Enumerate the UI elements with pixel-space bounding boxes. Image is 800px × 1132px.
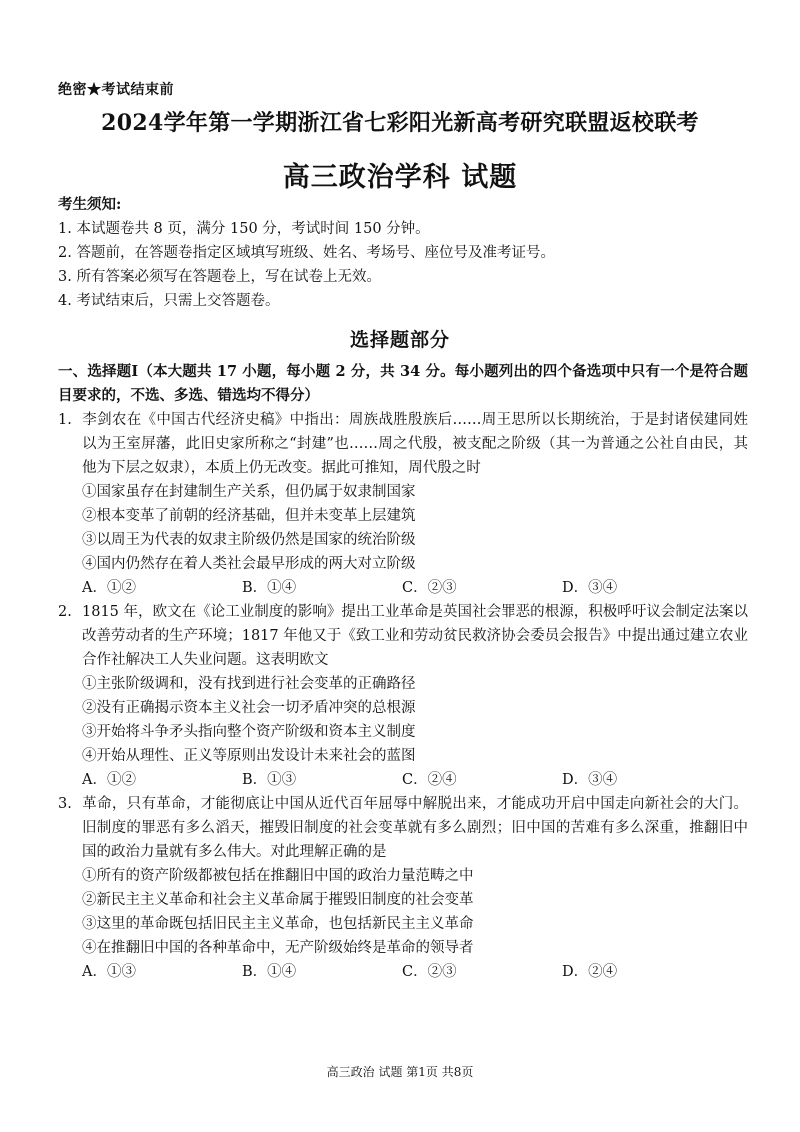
confidential-label: 绝密★考试结束前 [58,82,174,98]
answer-option: A．①② [82,772,136,788]
answer-options [58,576,748,600]
section-title: 选择题部分 [349,329,450,351]
statement: ②没有正确揭示资本主义社会一切矛盾冲突的总根源 [82,700,416,716]
statement: ②根本变革了前朝的经济基础，但并未变革上层建筑 [82,508,416,524]
answer-option: D．③④ [562,772,618,788]
answer-options [58,960,748,984]
answer-option: B．①③ [242,772,297,788]
answer-option: D．②④ [562,964,618,980]
answer-option: B．①④ [242,580,297,596]
question-list [58,408,748,984]
notice-item: 4. 考试结束后，只需上交答题卷。 [58,293,280,309]
statement: ①所有的资产阶级都被包括在推翻旧中国的政治力量范畴之中 [82,868,474,884]
answer-option: C．②④ [402,772,457,788]
statement: ①主张阶级调和，没有找到进行社会变革的正确路径 [82,676,416,692]
question-stem: 李剑农在《中国古代经济史稿》中指出：周族战胜殷族后……周王思所以长期统治，于是封诸侯建同姓以为王室屏藩，此旧史家所称之“封建”也……周之代殷，被支配之阶级（其一为普通之公社自由民，其他为下层之奴隶），本质上仍无改变。据此可推知，周代殷之时 [82,412,748,476]
answer-option: B．①④ [242,964,297,980]
answer-option: C．②③ [402,964,457,980]
statement: ③这里的革命既包括旧民主主义革命，也包括新民主主义革命 [82,916,474,932]
question-number: 3. [58,796,72,812]
answer-option: C．②③ [402,580,457,596]
question [58,792,748,984]
answer-options [58,768,748,792]
statement: ④开始从理性、正义等原则出发设计未来社会的蓝图 [82,748,416,764]
statement: ①国家虽存在封建制生产关系，但仍属于奴隶制国家 [82,484,416,500]
part-instructions: 一、选择题Ⅰ（本大题共 17 小题，每小题 2 分，共 34 分。每小题列出的四个备选项中只有一个是符合题目要求的，不选、多选、错选均不得分） [58,363,748,404]
statement: ③以周王为代表的奴隶主阶级仍然是国家的统治阶级 [82,532,416,548]
exam-subject-title: 高三政治学科 试题 [282,162,518,193]
question-stem: 1815 年，欧文在《论工业制度的影响》提出工业革命是英国社会罪恶的根源，积极呼吁议会制定法案以改善劳动者的生产环境；1817 年他又于《致工业和劳动贫民救济协会委员会报告》中提出通过建立农业合作社解决工人失业问题。这表明欧文 [82,604,748,668]
exam-title: 2024学年第一学期浙江省七彩阳光新高考研究联盟返校联考 [101,110,699,136]
candidate-notice [58,193,758,313]
statement: ④国内仍然存在着人类社会最早形成的两大对立阶级 [82,556,416,572]
question-stem: 革命，只有革命，才能彻底让中国从近代百年屈辱中解脱出来，才能成功开启中国走向新社会的大门。旧制度的罪恶有多么滔天，摧毁旧制度的社会变革就有多么剧烈；旧中国的苦难有多么深重，推翻旧中国的政治力量就有多么伟大。对此理解正确的是 [82,796,748,860]
question [58,600,748,792]
question-number: 2. [58,604,72,620]
answer-option: A．①② [82,580,136,596]
notice-item: 3. 所有答案必须写在答题卷上，写在试卷上无效。 [58,269,381,285]
notice-item: 2. 答题前，在答题卷指定区域填写班级、姓名、考场号、座位号及准考证号。 [58,245,555,261]
question [58,408,748,600]
statement: ④在推翻旧中国的各种革命中，无产阶级始终是革命的领导者 [82,940,474,956]
notice-heading: 考生须知: [58,196,122,213]
statement: ②新民主主义革命和社会主义革命属于摧毁旧制度的社会变革 [82,892,474,908]
statement: ③开始将斗争矛头指向整个资产阶级和资本主义制度 [82,724,416,740]
question-number: 1. [58,412,72,428]
page-footer: 高三政治 试题 第1页 共8页 [326,1065,474,1079]
notice-item: 1. 本试题卷共 8 页，满分 150 分，考试时间 150 分钟。 [58,221,430,237]
answer-option: A．①③ [82,964,136,980]
answer-option: D．③④ [562,580,618,596]
